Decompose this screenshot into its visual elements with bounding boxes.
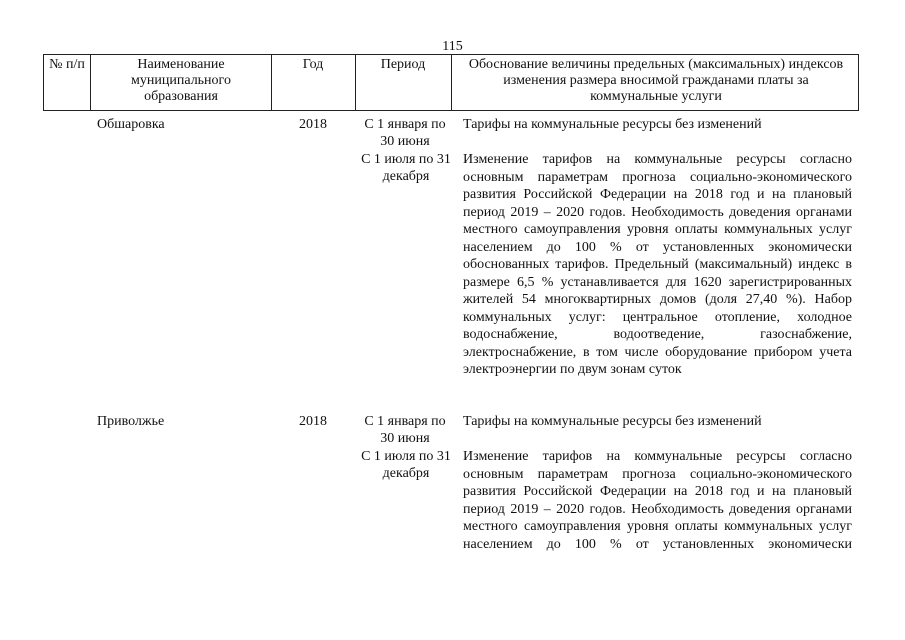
row-1-year: 2018 [299,117,327,132]
table-col-border [451,54,452,111]
row-1-period-2: С 1 июля по 31 декабря [361,152,451,184]
header-municipality: Наименование муниципального образования [131,57,231,104]
header-num: № п/п [49,57,85,72]
header-year: Год [302,57,324,72]
page-number: 115 [442,39,463,54]
header-justification: Обоснование величины предельных (максимальных) индексов изменения размера вносимой гражданами платы за коммунальные услуги [468,57,844,104]
table-col-border [43,54,44,111]
header-period: Период [380,57,426,72]
table-col-border [90,54,91,111]
row-2-year: 2018 [299,414,327,429]
row-1-text-1: Тарифы на коммунальные ресурсы без изменений [463,117,762,132]
table-col-border [858,54,859,111]
row-2-text-1: Тарифы на коммунальные ресурсы без изменений [463,414,762,429]
table-col-border [355,54,356,111]
row-2-period-2: С 1 июля по 31 декабря [361,449,451,481]
row-2-municipality: Приволжье [97,414,165,429]
table-col-border [271,54,272,111]
row-2-period-1: С 1 января по 30 июня [364,414,446,446]
row-1-text-2: Изменение тарифов на коммунальные ресурсы согласно основным параметрам прогноза социально-экономического развития Российской Федерации на 2018 год и на плановый период 2019 – 2020 годов. Необходимость доведения органами местного самоуправления уровня оплаты коммунальных услуг населением до 100 % от установленных экономически обоснованных тарифов. Предельный (максимальный) индекс в размере 6,5 % устанавливается для 1620 зарегистрированных жителей 54 многоквартирных домов (доля 27,40 %). Набор коммунальных услуг: центральное отопление, холодное водоснабжение, водоотведение, газоснабжение, электроснабжение, в том числе оборудование прибором учета электроэнергии по двум зонам суток [463,152,852,377]
row-2-text-2: Изменение тарифов на коммунальные ресурсы согласно основным параметрам прогноза социально-экономического развития Российской Федерации на 2018 год и на плановый период 2019 – 2020 годов. Необходимость доведения органами местного самоуправления уровня оплаты коммунальных услуг населением до 100 % от установленных экономически [463,449,852,552]
row-1-municipality: Обшаровка [97,117,165,132]
row-1-period-1: С 1 января по 30 июня [364,117,446,149]
